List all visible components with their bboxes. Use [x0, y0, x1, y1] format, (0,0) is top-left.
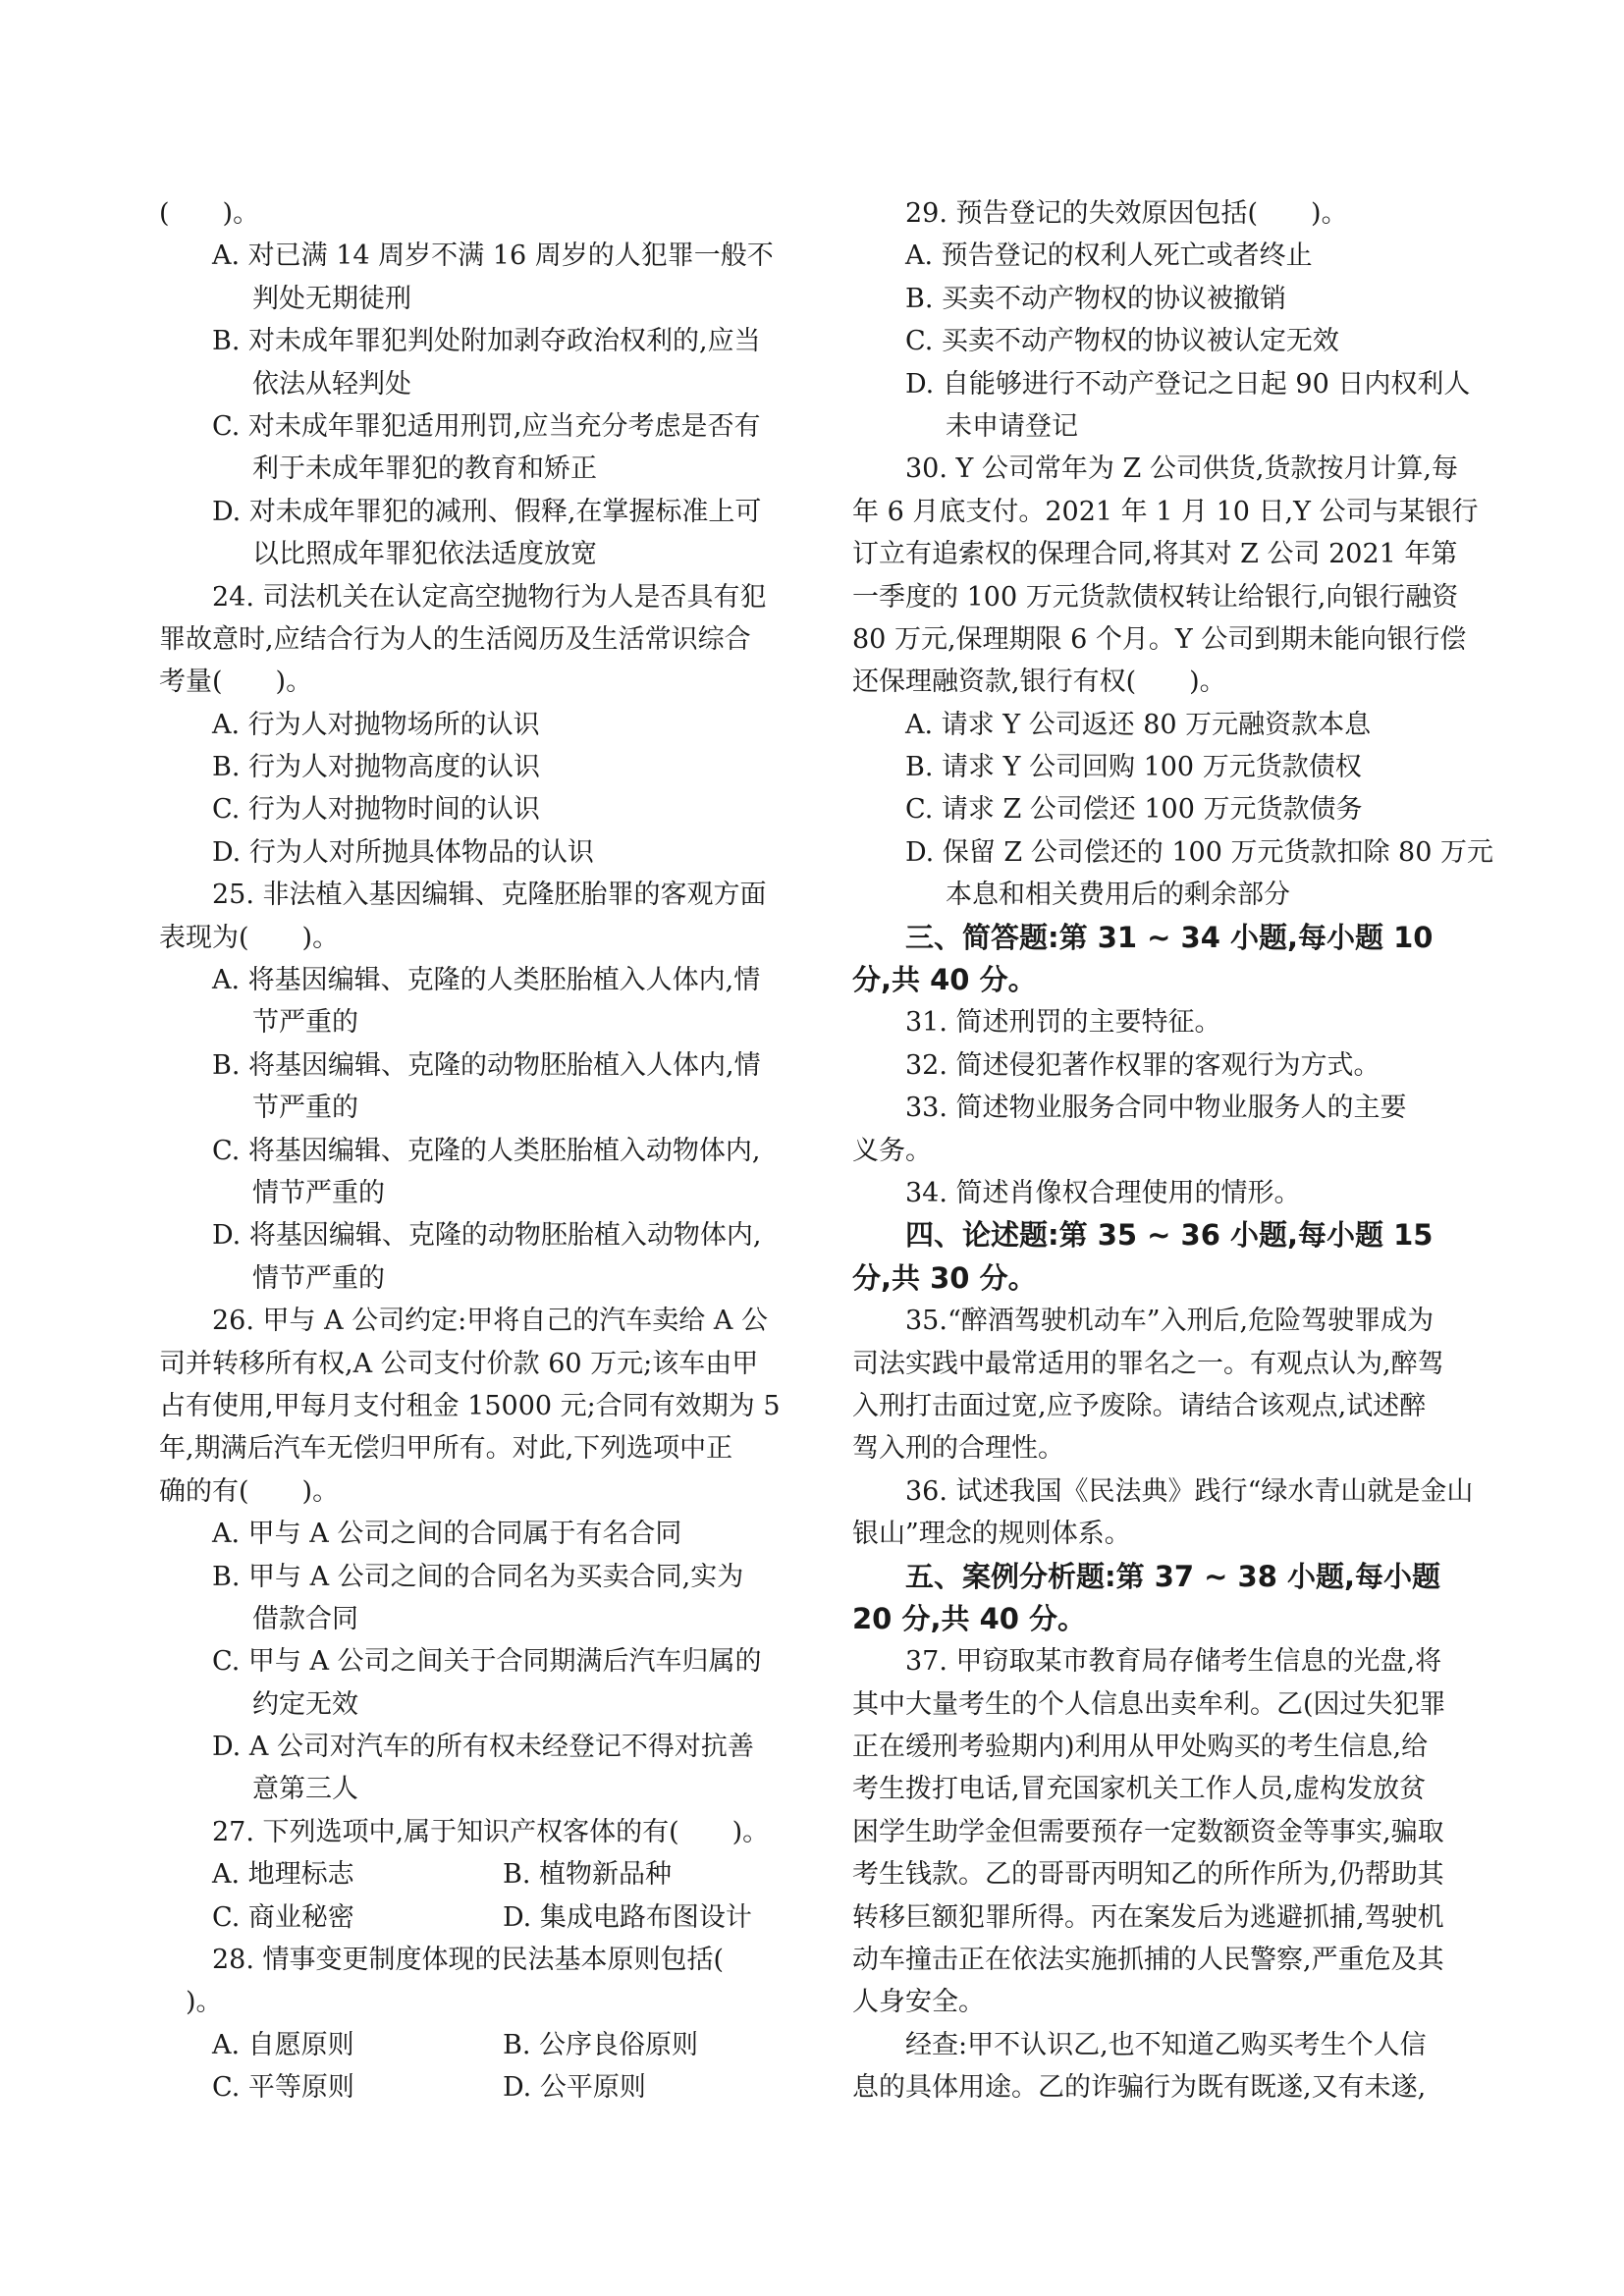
text-line: 情节严重的 [252, 1262, 385, 1294]
right-column [852, 192, 1500, 2109]
text-line: 经查:甲不认识乙,也不知道乙购买考生个人信 [905, 2029, 1427, 2060]
text-line: D. 将基因编辑、克隆的动物胚胎植入动物体内, [212, 1220, 762, 1252]
text-line: D. A 公司对汽车的所有权未经登记不得对抗善 [212, 1732, 754, 1763]
text-line: 占有使用,甲每月支付租金 15000 元;合同有效期为 5 [159, 1390, 781, 1421]
text-line: D. 保留 Z 公司偿还的 100 万元货款扣除 80 万元 [905, 836, 1493, 868]
text-line: A. 请求 Y 公司返还 80 万元融资款本息 [905, 709, 1372, 740]
text-line: C. 甲与 A 公司之间关于合同期满后汽车归属的 [212, 1646, 762, 1678]
text-line: 以比照成年罪犯依法适度放宽 [252, 539, 597, 570]
text-line: 一季度的 100 万元货款债权转让给银行,向银行融资 [852, 581, 1459, 613]
text-line: 考生钱款。乙的哥哥丙明知乙的所作所为,仍帮助其 [852, 1859, 1444, 1891]
text-line [159, 1853, 807, 1896]
text-line: 意第三人 [252, 1774, 358, 1805]
text-line: 确的有( )。 [159, 1475, 340, 1507]
text-line: 司并转移所有权,A 公司支付价款 60 万元;该车由甲 [159, 1348, 759, 1379]
left-column [159, 192, 807, 2109]
text-line: D. 对未成年罪犯的减刑、假释,在掌握标准上可 [212, 496, 762, 527]
text-line: 31. 简述刑罚的主要特征。 [905, 1007, 1221, 1039]
text-line: 四、论述题:第 35 ~ 36 小题,每小题 15 [905, 1218, 1434, 1253]
text-line: 约定无效 [252, 1688, 358, 1720]
text-line: 银山”理念的规则体系。 [852, 1519, 1131, 1550]
text-line: D. 自能够进行不动产登记之日起 90 日内权利人 [905, 368, 1471, 400]
text-line: 24. 司法机关在认定高空抛物行为人是否具有犯 [212, 581, 767, 613]
text-line: 判处无期徒刑 [252, 283, 411, 314]
text-line: 订立有追索权的保理合同,将其对 Z 公司 2021 年第 [852, 539, 1458, 570]
text-line: ( )。 [159, 198, 260, 229]
text-line: 五、案例分析题:第 37 ~ 38 小题,每小题 [905, 1559, 1441, 1593]
text-line [159, 2066, 807, 2109]
text-line: 37. 甲窃取某市教育局存储考生信息的光盘,将 [905, 1646, 1442, 1678]
option-cell: A. 地理标志 [212, 1859, 354, 1891]
text-line: 司法实践中最常适用的罪名之一。有观点认为,醉驾 [852, 1348, 1444, 1379]
text-line: C. 行为人对抛物时间的认识 [212, 794, 540, 826]
text-line: 息的具体用途。乙的诈骗行为既有既遂,又有未遂, [852, 2072, 1427, 2104]
text-line [159, 2024, 807, 2066]
text-line: 33. 简述物业服务合同中物业服务人的主要 [905, 1093, 1407, 1124]
text-line: )。 [159, 1987, 223, 2018]
text-line: 年 6 月底支付。2021 年 1 月 10 日,Y 公司与某银行 [852, 496, 1479, 527]
option-cell: C. 平等原则 [212, 2072, 354, 2104]
text-line: 节严重的 [252, 1093, 358, 1124]
text-line: B. 甲与 A 公司之间的合同名为买卖合同,实为 [212, 1561, 744, 1592]
text-line: 28. 情事变更制度体现的民法基本原则包括( [212, 1945, 725, 1976]
text-line: B. 买卖不动产物权的协议被撤销 [905, 283, 1287, 314]
option-cell: D. 集成电路布图设计 [503, 1901, 752, 1933]
text-line: 表现为( )。 [159, 922, 340, 953]
option-cell: A. 自愿原则 [212, 2029, 354, 2060]
text-line: 35.“醉酒驾驶机动车”入刑后,危险驾驶罪成为 [905, 1306, 1435, 1337]
text-line: 困学生助学金但需要预存一定数额资金等事实,骗取 [852, 1816, 1444, 1847]
text-line: 年,期满后汽车无偿归甲所有。对此,下列选项中正 [159, 1433, 733, 1465]
text-line: 未申请登记 [946, 410, 1078, 442]
text-line: A. 将基因编辑、克隆的人类胚胎植入人体内,情 [212, 965, 761, 996]
text-line: C. 对未成年罪犯适用刑罚,应当充分考虑是否有 [212, 410, 761, 442]
text-line: 罪故意时,应结合行为人的生活阅历及生活常识综合 [159, 623, 751, 655]
text-line: 节严重的 [252, 1007, 358, 1039]
option-cell: C. 商业秘密 [212, 1901, 354, 1933]
text-line: 义务。 [852, 1135, 932, 1166]
text-line: 情节严重的 [252, 1177, 385, 1208]
text-line: 利于未成年罪犯的教育和矫正 [252, 454, 597, 485]
text-line: A. 行为人对抛物场所的认识 [212, 709, 540, 740]
text-line [159, 1896, 807, 1939]
text-line: 依法从轻判处 [252, 368, 411, 400]
text-line: 29. 预告登记的失效原因包括( )。 [905, 198, 1348, 229]
text-line: 入刑打击面过宽,应予废除。请结合该观点,试述醉 [852, 1390, 1427, 1421]
text-line: 分,共 40 分。 [852, 963, 1037, 997]
text-line: 正在缓刑考验期内)利用从甲处购买的考生信息,给 [852, 1732, 1429, 1763]
text-line: B. 对未成年罪犯判处附加剥夺政治权利的,应当 [212, 326, 761, 357]
option-cell: B. 植物新品种 [503, 1859, 673, 1891]
text-line: 27. 下列选项中,属于知识产权客体的有( )。 [212, 1816, 770, 1847]
text-line: 动车撞击正在依法实施抓捕的人民警察,严重危及其 [852, 1945, 1444, 1976]
text-line: 转移巨额犯罪所得。丙在案发后为逃避抓捕,驾驶机 [852, 1901, 1444, 1933]
text-line: 26. 甲与 A 公司约定:甲将自己的汽车卖给 A 公 [212, 1306, 768, 1337]
text-line: 驾入刑的合理性。 [852, 1433, 1064, 1465]
text-line: C. 买卖不动产物权的协议被认定无效 [905, 326, 1339, 357]
option-cell: D. 公平原则 [503, 2072, 646, 2104]
text-line: 人身安全。 [852, 1987, 985, 2018]
text-line: 36. 试述我国《民法典》践行“绿水青山就是金山 [905, 1475, 1474, 1507]
text-line: 本息和相关费用后的剩余部分 [946, 880, 1290, 911]
text-line: C. 将基因编辑、克隆的人类胚胎植入动物体内, [212, 1135, 761, 1166]
text-line: B. 请求 Y 公司回购 100 万元货款债权 [905, 752, 1362, 783]
text-line: 考量( )。 [159, 667, 313, 698]
text-line: 32. 简述侵犯著作权罪的客观行为方式。 [905, 1049, 1380, 1081]
text-line: 80 万元,保理期限 6 个月。Y 公司到期未能向银行偿 [852, 623, 1467, 655]
text-line: D. 行为人对所抛具体物品的认识 [212, 836, 594, 868]
text-line: 20 分,共 40 分。 [852, 1601, 1087, 1635]
text-line: 34. 简述肖像权合理使用的情形。 [905, 1177, 1301, 1208]
text-line: A. 预告登记的权利人死亡或者终止 [905, 240, 1313, 272]
text-line: 其中大量考生的个人信息出卖牟利。乙(因过失犯罪 [852, 1688, 1446, 1720]
text-line: 三、简答题:第 31 ~ 34 小题,每小题 10 [905, 920, 1434, 954]
text-line: 30. Y 公司常年为 Z 公司供货,货款按月计算,每 [905, 454, 1459, 485]
text-line: A. 甲与 A 公司之间的合同属于有名合同 [212, 1519, 682, 1550]
option-cell: B. 公序良俗原则 [503, 2029, 699, 2060]
text-line: A. 对已满 14 周岁不满 16 周岁的人犯罪一般不 [212, 240, 774, 272]
text-line: 还保理融资款,银行有权( )。 [852, 667, 1226, 698]
text-line: 25. 非法植入基因编辑、克隆胚胎罪的客观方面 [212, 880, 767, 911]
text-line: B. 将基因编辑、克隆的动物胚胎植入人体内,情 [212, 1049, 761, 1081]
text-line: 考生拨打电话,冒充国家机关工作人员,虚构发放贫 [852, 1774, 1427, 1805]
text-line: C. 请求 Z 公司偿还 100 万元货款债务 [905, 794, 1363, 826]
text-line: B. 行为人对抛物高度的认识 [212, 752, 541, 783]
text-line: 分,共 30 分。 [852, 1260, 1037, 1295]
text-line: 借款合同 [252, 1603, 358, 1634]
